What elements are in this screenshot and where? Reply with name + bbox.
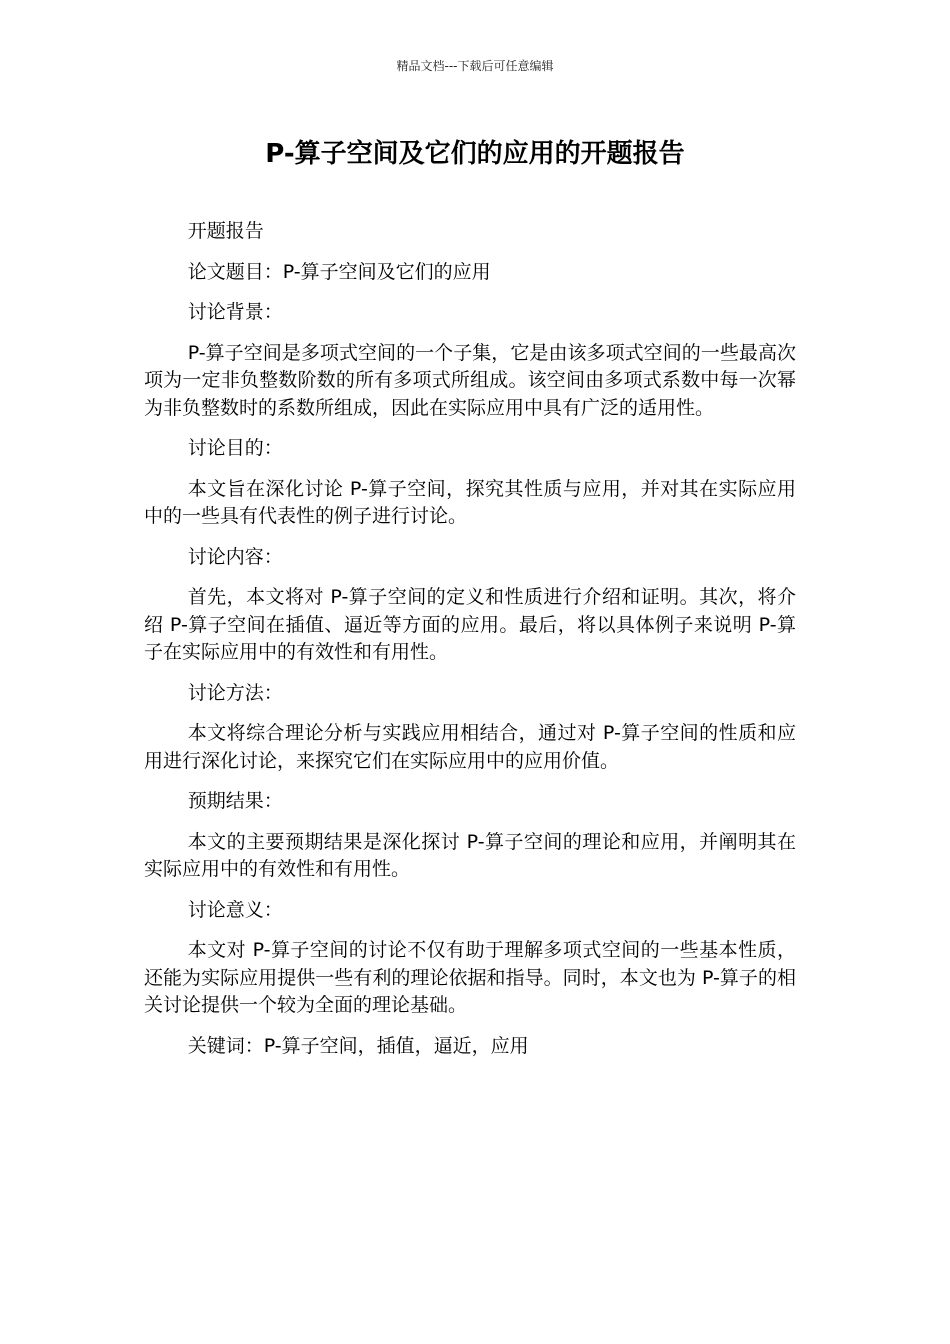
heading-significance: 讨论意义：: [187, 898, 283, 921]
paragraph-method: 本文将综合理论分析与实践应用相结合，通过对 P-算子空间的性质和应用进行深化讨论，来探究它们在实际应用中的应用价值。: [144, 722, 796, 772]
heading-background: 讨论背景：: [187, 301, 283, 323]
paragraph-keywords: 关键词：P-算子空间，插值，逼近，应用: [187, 1034, 529, 1057]
page-header: 精品文档---下载后可任意编辑: [396, 59, 554, 73]
heading-purpose: 讨论目的：: [187, 437, 283, 459]
paragraph-purpose: 本文旨在深化讨论 P-算子空间，探究其性质与应用，并对其在实际应用中的一些具有代表性的例子进行讨论。: [144, 477, 796, 527]
paragraph-significance: 本文对 P-算子空间的讨论不仅有助于理解多项式空间的一些基本性质，还能为实际应用提供一些有利的理论依据和指导。同时，本文也为 P-算子的相关讨论提供一个较为全面的理论基础。: [144, 939, 796, 1016]
document-body: [144, 218, 796, 1073]
document-title: P-算子空间及它们的应用的开题报告: [265, 139, 685, 169]
paragraph-background: P-算子空间是多项式空间的一个子集，它是由该多项式空间的一些最高次项为一定非负整数阶数的所有多项式所组成。该空间由多项式系数中每一次幂为非负整数时的系数所组成，因此在实际应用中具有广泛的适用性。: [144, 341, 796, 419]
heading-method: 讨论方法：: [187, 681, 283, 704]
heading-content: 讨论内容：: [187, 545, 283, 568]
paragraph-report-label: 开题报告: [187, 220, 264, 242]
heading-expected-results: 预期结果：: [187, 790, 283, 812]
paragraph-expected-results: 本文的主要预期结果是深化探讨 P-算子空间的理论和应用，并阐明其在实际应用中的有效性和有用性。: [144, 830, 796, 880]
paragraph-content: 首先，本文将对 P-算子空间的定义和性质进行介绍和证明。其次，将介绍 P-算子空间在插值、逼近等方面的应用。最后，将以具体例子来说明 P-算子在实际应用中的有效性和有用性。: [144, 586, 796, 663]
paragraph-thesis-title: 论文题目：P-算子空间及它们的应用: [187, 260, 491, 283]
